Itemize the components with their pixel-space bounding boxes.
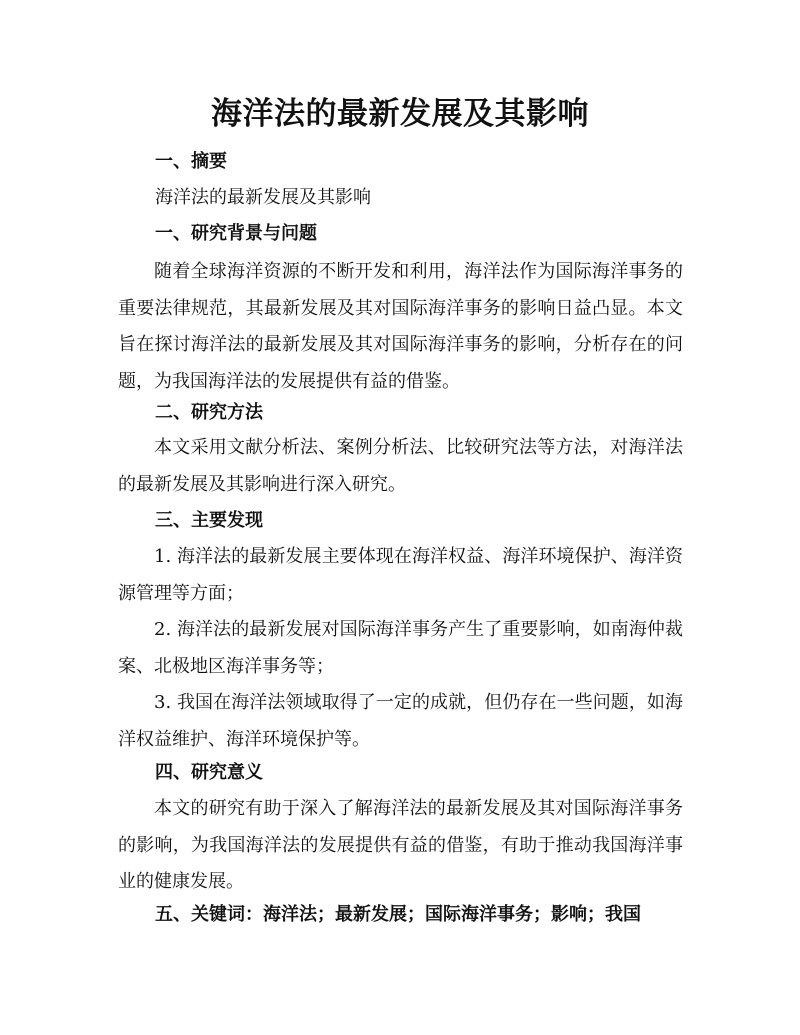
finding-item-1: 1. 海洋法的最新发展主要体现在海洋权益、海洋环境保护、海洋资源管理等方面；: [118, 546, 683, 604]
section-heading-findings: 三、主要发现: [155, 510, 263, 531]
finding-item-2: 2. 海洋法的最新发展对国际海洋事务产生了重要影响，如南海仲裁案、北极地区海洋事务等；: [118, 619, 683, 677]
section-heading-abstract: 一、摘要: [155, 151, 227, 172]
abstract-text: 海洋法的最新发展及其影响: [155, 187, 371, 208]
method-paragraph: 本文采用文献分析法、案例分析法、比较研究法等方法，对海洋法的最新发展及其影响进行深入研究。: [118, 437, 683, 495]
significance-paragraph: 本文的研究有助于深入了解海洋法的最新发展及其对国际海洋事务的影响，为我国海洋法的发展提供有益的借鉴，有助于推动我国海洋事业的健康发展。: [118, 798, 683, 892]
section-heading-background: 一、研究背景与问题: [155, 223, 317, 244]
finding-item-3: 3. 我国在海洋法领域取得了一定的成就，但仍存在一些问题，如海洋权益维护、海洋环境保护等。: [118, 692, 683, 750]
keywords-line: 五、关键词：海洋法；最新发展；国际海洋事务；影响；我国: [155, 904, 641, 925]
section-heading-method: 二、研究方法: [155, 402, 263, 423]
document-title: 海洋法的最新发展及其影响: [211, 96, 589, 132]
section-heading-significance: 四、研究意义: [155, 762, 263, 783]
background-paragraph: 随着全球海洋资源的不断开发和利用，海洋法作为国际海洋事务的重要法律规范，其最新发展及其对国际海洋事务的影响日益凸显。本文旨在探讨海洋法的最新发展及其对国际海洋事务的影响，分析存在的问题，为我国海洋法的发展提供有益的借鉴。: [118, 261, 683, 392]
